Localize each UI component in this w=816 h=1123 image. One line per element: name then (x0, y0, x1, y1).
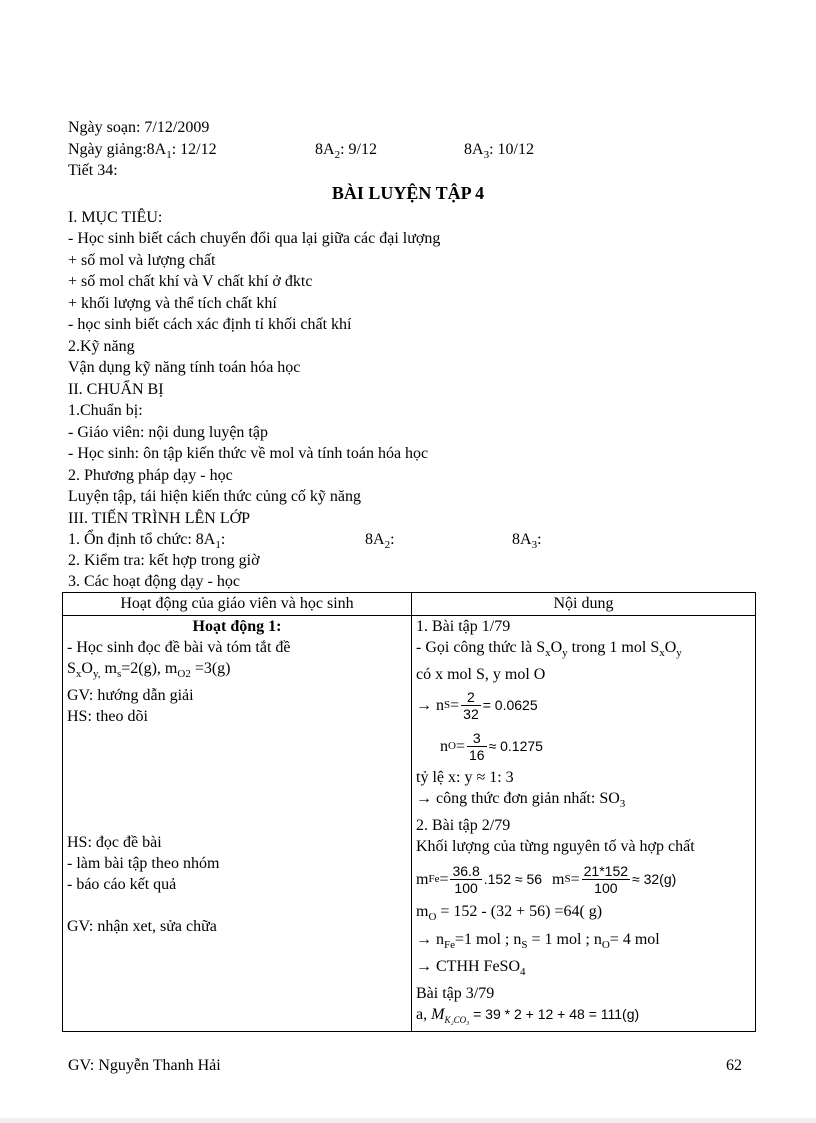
bai-tap-2: 2. Bài tập 2/79 (416, 817, 511, 835)
mfe-fraction: $\frac{36.8}{100}$ (452, 862, 480, 896)
footer-teacher: GV: Nguyễn Thanh Hải (68, 1057, 221, 1074)
body-line: - học sinh biết cách xác định tỉ khối chất khí (68, 316, 352, 333)
left-line-sxoy: $S_xO_{y,}$ $m_s=2(g)$, $m_{O2} =3(g)$ (67, 660, 231, 681)
lesson-table (62, 592, 756, 1032)
hoat-dong-1: Hoạt động 1: (192, 618, 282, 635)
body-line: Vận dụng kỹ năng tính toán hóa học (68, 359, 301, 376)
body-line: + khối lượng và thể tích chất khí (68, 295, 277, 312)
mfe-ms-formula: m Fe = $\frac{36.8}{100}$ .152 ≈ 56 m S = $\frac{21*152}{100}$ ≈ 32(g) (416, 862, 677, 896)
ns-formula: → n S = $\frac{2}{32}$ = 0.0625 (416, 688, 538, 722)
co-x-mol: có x mol S, y mol O (416, 666, 546, 684)
no-formula: n O = $\frac{3}{16}$ ≈ 0.1275 (440, 729, 543, 763)
no-fraction: $\frac{3}{16}$ (468, 729, 485, 763)
goi-cong-thuc: - Gọi công thức là $S_xO_y$ trong 1 mol $S_xO_y$ (416, 639, 682, 660)
mo-formula: $m_O = 152 - (32 + 56) =64$( g) (416, 903, 603, 924)
left-line: - báo cáo kết quả (67, 876, 177, 894)
class-8a2-date: $8A_2$: 9/12 (315, 141, 377, 162)
bai-tap-1: 1. Bài tập 1/79 (416, 618, 511, 635)
kiem-tra: 2. Kiểm tra: kết hợp trong giờ (68, 552, 260, 569)
tiet: Tiết 34: (68, 162, 118, 179)
body-line: - Học sinh biết cách chuyển đổi qua lại giữa các đại lượng (68, 230, 441, 247)
left-line: - Học sinh đọc đề bài và tóm tắt đề (67, 639, 291, 656)
ty-le: tỷ lệ x: y ≈ 1: 3 (416, 769, 514, 787)
n-values: → $n_{Fe}=1$ mol ; $n_S = 1$ mol ; $n_O= 4$ mol (416, 930, 660, 951)
page-title: BÀI LUYỆN TẬP 4 (331, 183, 485, 203)
left-line: GV: hướng dẫn giải (67, 687, 194, 705)
on-dinh-8a2: $8A_2$: (365, 531, 395, 552)
left-line: HS: theo dõi (67, 708, 148, 726)
body-line: + số mol và lượng chất (68, 252, 216, 269)
body-line: - Học sinh: ôn tập kiến thức về mol và tính toán hóa học (68, 445, 429, 462)
spacer (67, 727, 407, 832)
col-header-activities: Hoạt động của giáo viên và học sinh (63, 593, 412, 616)
khoi-luong: Khối lượng của từng nguyên tố và hợp chất (416, 838, 695, 856)
left-line: GV: nhận xet, sửa chữa (67, 918, 217, 936)
content-cell (412, 616, 756, 1032)
left-line: - làm bài tập theo nhóm (67, 855, 220, 873)
page-number: 62 (726, 1057, 742, 1074)
body-line: I. MỤC TIÊU: (68, 209, 163, 226)
cthh: → CTHH FeSO$_4$ (416, 957, 526, 978)
activities-cell (63, 616, 412, 1032)
cac-hoat-dong: 3. Các hoạt động dạy - học (68, 573, 240, 590)
body-line: 2. Phương pháp dạy - học (68, 467, 233, 484)
ngay-giang: Ngày $giảng:8A_1$: 12/12 (68, 141, 217, 162)
ms-fraction: $\frac{21*152}{100}$ (583, 862, 629, 896)
body-line: III. TIẾN TRÌNH LÊN LỚP (68, 510, 251, 527)
ngay-soan: Ngày soạn: 7/12/2009 (68, 119, 210, 136)
body-line: II. CHUẨN BỊ (68, 381, 164, 398)
bai-tap-3: Bài tập 3/79 (416, 984, 495, 1002)
on-dinh-8a3: $8A_3$: (512, 531, 542, 552)
cong-thuc-don-gian: → công thức đơn giản nhất: $SO_3$ (416, 790, 626, 811)
body-line: - Giáo viên: nội dung luyện tập (68, 424, 268, 441)
col-header-content: Nội dung (412, 593, 756, 616)
class-8a3-date: $8A_3$: 10/12 (464, 141, 534, 162)
body-line: 1.Chuẩn bị: (68, 402, 143, 419)
body-line: Luyện tập, tái hiện kiến thức củng cố kỹ năng (68, 488, 362, 505)
body-line: + số mol chất khí và V chất khí ở đktc (68, 273, 313, 290)
on-dinh-to-chuc: 1. Ổn định tổ chức: $8A_1$: (68, 531, 226, 552)
mk2co3-formula: a, $M_{K_2CO_3} = 39 * 2 + 12 + 48 = 111(g)$ (416, 1005, 640, 1026)
body-line: 2.Kỹ năng (68, 338, 135, 355)
ns-fraction: $\frac{2}{32}$ (463, 688, 479, 722)
left-line: HS: đọc đề bài (67, 834, 162, 852)
page-bottom-edge (0, 1118, 816, 1123)
spacer (67, 895, 407, 916)
